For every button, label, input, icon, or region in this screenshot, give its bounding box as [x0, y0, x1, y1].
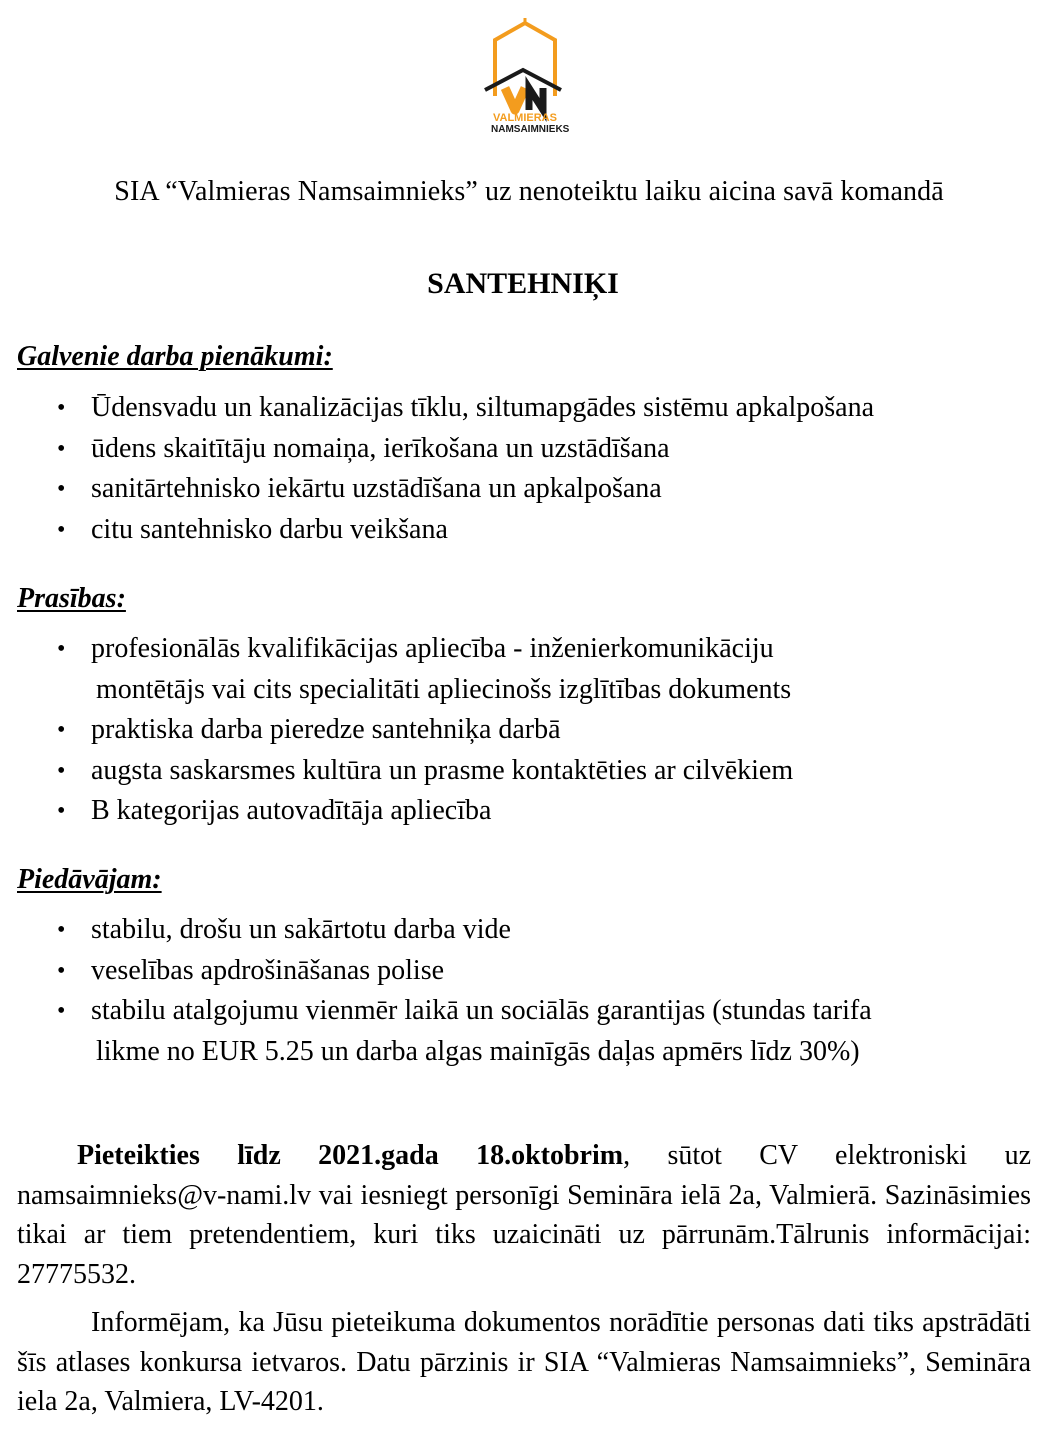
apply-paragraph — [17, 1136, 1031, 1294]
bullet-icon: • — [57, 636, 66, 662]
requirements-list — [0, 629, 1031, 832]
logo-line1: VALMIERAS — [493, 112, 557, 124]
logo-line2: NAMSAIMNIEKS — [491, 124, 570, 135]
list-item: • stabilu, drošu un sakārtotu darba vide — [0, 910, 1031, 951]
bullet-icon: • — [57, 516, 66, 543]
requirements-heading: Prasības: — [17, 583, 126, 614]
list-item: • stabilu atalgojumu vienmēr laikā un sociālās garantijas (stundas tarifa likme no EUR 5.25 un darba algas mainīgās daļas apmērs līdz 30%) — [0, 991, 1031, 1072]
list-item: • ūdens skaitītāju nomaiņa, ierīkošana un uzstādīšana — [0, 429, 1031, 470]
list-item: • B kategorijas autovadītāja apliecība — [0, 791, 1031, 832]
bullet-icon: • — [57, 395, 66, 421]
list-item: • sanitārtehnisko iekārtu uzstādīšana un apkalpošana — [0, 469, 1031, 510]
bullet-icon: • — [57, 998, 66, 1024]
page-title: SANTEHNIĶI — [427, 267, 619, 300]
bullet-icon: • — [57, 435, 66, 462]
list-item: • veselības apdrošināšanas polise — [0, 951, 1031, 992]
bullet-icon: • — [57, 476, 66, 502]
offer-heading: Piedāvājam: — [17, 864, 162, 895]
bullet-icon: • — [57, 917, 66, 943]
list-item: • Ūdensvadu un kanalizācijas tīklu, siltumapgādes sistēmu apkalpošana — [0, 388, 1031, 429]
bullet-icon: • — [57, 757, 66, 784]
privacy-paragraph — [17, 1303, 1031, 1422]
company-logo — [465, 18, 585, 136]
apply-deadline: Pieteikties līdz 2021.gada 18.oktobrim — [77, 1140, 624, 1171]
list-item: • augsta saskarsmes kultūra un prasme kontaktēties ar cilvēkiem — [0, 751, 1031, 792]
list-item: • citu santehnisko darbu veikšana — [0, 510, 1031, 551]
bullet-icon: • — [57, 717, 66, 743]
list-item: • praktiska darba pieredze santehniķa darbā — [0, 710, 1031, 751]
duties-list — [0, 388, 1031, 550]
duties-heading: Galvenie darba pienākumi: — [17, 341, 333, 372]
list-item: • profesionālās kvalifikācijas apliecība - inženierkomunikāciju montētājs vai cits specialitāti apliecinošs izglītības dokuments — [0, 629, 1031, 710]
house-logo-icon — [465, 18, 585, 136]
intro-text: SIA “Valmieras Namsaimnieks” uz nenoteiktu laiku aicina savā komandā — [114, 176, 944, 207]
bullet-icon: • — [57, 798, 66, 824]
apply-text: , sūtot CV elektroniski uz namsaimnieks@v-nami.lv vai iesniegt personīgi Semināra ielā 2a, Valmierā. Sazināsimies tikai ar tiem pretendentiem, kuri tiks uzaicināti uz pārrunām.Tālrunis informācijai: 27775532. — [17, 1140, 1032, 1290]
privacy-text: Informējam, ka Jūsu pieteikuma dokumentos norādītie personas dati tiks apstrādāti šīs atlases konkursa ietvaros. Datu pārzinis ir SIA “Valmieras Namsaimnieks”, Semināra iela 2a, Valmiera, LV-4201. — [17, 1307, 1031, 1417]
offer-list — [0, 910, 1031, 1072]
bullet-icon: • — [57, 957, 66, 984]
